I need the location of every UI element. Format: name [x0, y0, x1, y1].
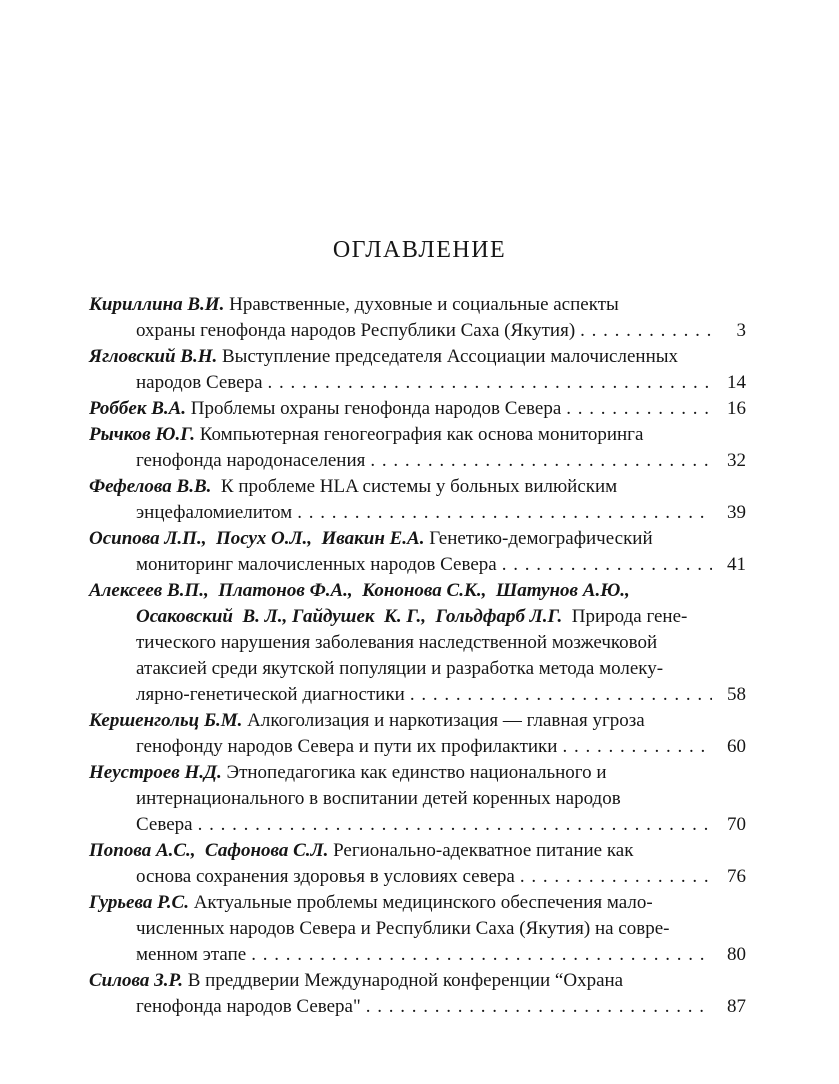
toc-line — [89, 604, 746, 630]
dot-leader — [366, 994, 712, 1020]
dot-leader — [268, 370, 712, 396]
toc-line — [89, 292, 746, 318]
page-number: 14 — [727, 372, 746, 393]
toc-line — [89, 318, 746, 344]
toc-line — [89, 396, 746, 422]
toc-line — [89, 474, 746, 500]
toc-entry — [89, 526, 746, 578]
toc-entry — [89, 890, 746, 968]
toc-entry-text: Севера — [136, 814, 193, 835]
toc-entry-text: численных народов Севера и Республики Саха (Якутия) на совре- — [136, 918, 670, 939]
toc-entry-text: Генетико-демографический — [424, 528, 653, 549]
dot-leader — [370, 448, 712, 474]
toc-entry-text: Регионально-адекватное питание как — [328, 840, 634, 861]
dot-leader — [580, 318, 712, 344]
toc-entry-text: генофонду народов Севера и пути их профилактики — [136, 736, 558, 757]
toc-entry — [89, 396, 746, 422]
toc-list — [89, 292, 746, 1020]
toc-entry-text: лярно-генетической диагностики — [136, 684, 405, 705]
toc-entry-text: Актуальные проблемы медицинского обеспечения мало- — [188, 892, 653, 913]
toc-entry-text: К проблеме HLA системы у больных вилюйским — [211, 476, 618, 497]
toc-entry — [89, 578, 746, 708]
toc-entry-authors: Ягловский В.Н. — [89, 346, 218, 367]
toc-entry-authors: Силова З.Р. — [89, 970, 183, 991]
page-number: 41 — [727, 554, 746, 575]
toc-line — [89, 578, 746, 604]
toc-entry — [89, 968, 746, 1020]
dot-leader — [198, 812, 712, 838]
toc-line — [89, 942, 746, 968]
page-number: 39 — [727, 502, 746, 523]
toc-entry-text: Проблемы охраны генофонда народов Севера — [186, 398, 562, 419]
toc-entry-authors: Гурьева Р.С. — [89, 892, 189, 913]
toc-entry-text: Компьютерная геногеография как основа мониторинга — [195, 424, 644, 445]
toc-line — [89, 916, 746, 942]
toc-entry-authors: Неустроев Н.Д. — [89, 762, 222, 783]
dot-leader — [251, 942, 712, 968]
toc-line — [89, 838, 746, 864]
toc-line — [89, 812, 746, 838]
toc-entry-text: В преддверии Международной конференции “Охрана — [182, 970, 624, 991]
dot-leader — [502, 552, 712, 578]
toc-entry-authors: Фефелова В.В. — [89, 476, 212, 497]
toc-line — [89, 448, 746, 474]
toc-entry-text: мониторинг малочисленных народов Севера — [136, 554, 497, 575]
toc-entry-text: охраны генофонда народов Республики Саха (Якутия) — [136, 320, 576, 341]
toc-line — [89, 786, 746, 812]
dot-leader — [297, 500, 712, 526]
page-number: 60 — [727, 736, 746, 757]
page-number: 70 — [727, 814, 746, 835]
toc-entry-text: атаксией среди якутской популяции и разработка метода молеку- — [136, 658, 664, 679]
toc-entry-authors: Алексеев В.П., Платонов Ф.А., Кононова С.К., Шатунов А.Ю., — [89, 580, 630, 601]
page-number: 80 — [727, 944, 746, 965]
toc-line — [89, 370, 746, 396]
toc-entry-authors: Кириллина В.И. — [89, 294, 225, 315]
toc-entry-authors: Кершенгольц Б.М. — [89, 710, 243, 731]
dot-leader — [562, 734, 712, 760]
dot-leader — [520, 864, 712, 890]
toc-entry-authors: Роббек В.А. — [89, 398, 187, 419]
toc-entry-text: Выступление председателя Ассоциации малочисленных — [217, 346, 678, 367]
toc-entry — [89, 760, 746, 838]
toc-line — [89, 630, 746, 656]
toc-line — [89, 864, 746, 890]
toc-entry-text: интернационального в воспитании детей коренных народов — [136, 788, 621, 809]
page-number: 76 — [727, 866, 746, 887]
toc-entry-text: народов Севера — [136, 372, 263, 393]
dot-leader — [566, 396, 712, 422]
toc-entry-text: Этнопедагогика как единство национального и — [221, 762, 607, 783]
toc-line — [89, 656, 746, 682]
toc-entry-text: Нравственные, духовные и социальные аспекты — [224, 294, 619, 315]
toc-entry — [89, 292, 746, 344]
toc-entry-text: тического нарушения заболевания наследственной мозжечковой — [136, 632, 658, 653]
toc-line — [89, 994, 746, 1020]
toc-entry-authors: Попова А.С., Сафонова С.Л. — [89, 840, 329, 861]
dot-leader — [410, 682, 712, 708]
page-number: 58 — [727, 684, 746, 705]
toc-entry-text: генофонда народонаселения — [136, 450, 366, 471]
toc-entry — [89, 344, 746, 396]
toc-entry — [89, 708, 746, 760]
toc-line — [89, 682, 746, 708]
toc-line — [89, 708, 746, 734]
toc-entry-text: энцефаломиелитом — [136, 502, 293, 523]
toc-line — [89, 552, 746, 578]
toc-entry-text: Алкоголизация и наркотизация — главная угроза — [242, 710, 645, 731]
toc-line — [89, 422, 746, 448]
page-title: ОГЛАВЛЕНИЕ — [332, 237, 507, 263]
toc-entry-text: генофонда народов Севера" — [136, 996, 361, 1017]
toc-line — [89, 760, 746, 786]
toc-entry — [89, 838, 746, 890]
toc-line — [89, 734, 746, 760]
toc-line — [89, 500, 746, 526]
toc-entry-authors: Осаковский В. Л., Гайдушек К. Г., Гольдфарб Л.Г. — [136, 606, 563, 627]
page-number: 3 — [736, 320, 746, 341]
toc-line — [89, 344, 746, 370]
toc-line — [89, 890, 746, 916]
toc-entry-authors: Осипова Л.П., Посух О.Л., Ивакин Е.А. — [89, 528, 425, 549]
toc-entry-text: Природа гене- — [562, 606, 688, 627]
page-number: 16 — [727, 398, 746, 419]
toc-entry — [89, 474, 746, 526]
page-number: 87 — [727, 996, 746, 1017]
toc-entry — [89, 422, 746, 474]
page-number: 32 — [727, 450, 746, 471]
toc-entry-authors: Рычков Ю.Г. — [89, 424, 196, 445]
toc-line — [89, 526, 746, 552]
toc-entry-text: основа сохранения здоровья в условиях севера — [136, 866, 515, 887]
toc-entry-text: менном этапе — [136, 944, 247, 965]
toc-line — [89, 968, 746, 994]
